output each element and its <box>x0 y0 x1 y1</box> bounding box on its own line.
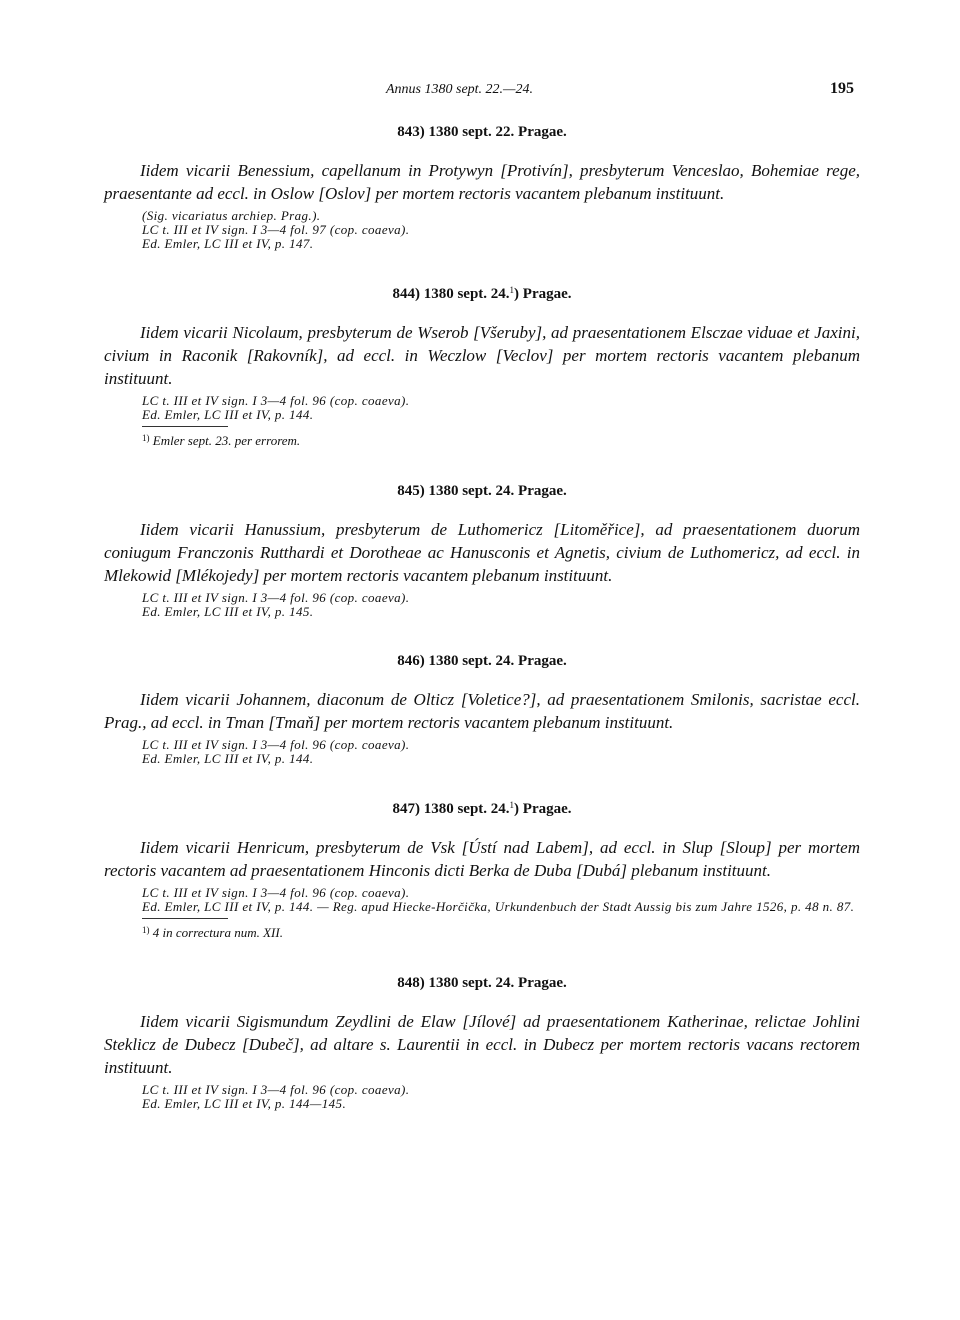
entry-text: Iidem vicarii Henricum, presbyterum de Vsk [Ústí nad Labem], ad eccl. in Slup [Sloup] per mortem rectoris vacantem ad praesentationem Hinconis dicti Berka de Duba [Dubá] plebanum instituunt. <box>104 838 860 880</box>
entry-place: Pragae. <box>518 653 567 669</box>
entry-heading <box>104 124 860 141</box>
footnote-marker: 1 <box>509 285 515 295</box>
entry-text: Iidem vicarii Sigismundum Zeydlini de Elaw [Jílové] ad praesentationem Katherinae, relictae Johlini Steklicz de Dubecz [Dubeč], ad altare s. Laurentii in eccl. in Dubecz per mortem rectoris vacans rectorem instituunt. <box>104 1012 860 1077</box>
entry-846 <box>104 653 860 766</box>
source-line: LC t. III et IV sign. I 3—4 fol. 96 (cop. coaeva). <box>142 590 410 605</box>
entry-text: Iidem vicarii Benessium, capellanum in Protywyn [Protivín], presbyterum Venceslao, Bohemiae rege, praesentante ad eccl. in Oslow [Oslov] per mortem rectoris vacantem plebanum instituunt. <box>104 161 860 203</box>
entry-sources <box>104 886 860 914</box>
source-line: LC t. III et IV sign. I 3—4 fol. 97 (cop. coaeva). <box>142 222 410 237</box>
entry-heading <box>104 483 860 500</box>
footnote <box>142 922 860 941</box>
entry-sources <box>104 591 860 619</box>
source-line: Ed. Emler, LC III et IV, p. 144. <box>142 751 314 766</box>
entries <box>104 124 860 1111</box>
page-number: 195 <box>830 80 854 97</box>
entry-number: 846) <box>397 653 425 669</box>
source-line: Ed. Emler, LC III et IV, p. 144—145. <box>142 1096 347 1111</box>
entry-sources <box>104 1083 860 1111</box>
entry-text: Iidem vicarii Johannem, diaconum de Olticz [Voletice?], ad praesentationem Smilonis, sacristae eccl. Prag., ad eccl. in Tman [Tmaň] per mortem rectoris vacantem plebanum instituunt. <box>104 690 860 732</box>
entry-number: 845) <box>397 483 425 499</box>
source-line: Ed. Emler, LC III et IV, p. 145. <box>142 604 314 619</box>
entry-844 <box>104 285 860 449</box>
entry-date: 1380 sept. 24. <box>428 653 515 669</box>
footnote-rule <box>142 426 228 427</box>
running-head <box>0 82 960 102</box>
entry-date: 1380 sept. 24. <box>423 286 510 302</box>
entry-heading <box>104 975 860 992</box>
source-line: (Sig. vicariatus archiep. Prag.). <box>142 208 321 223</box>
footnote-number: 1) <box>142 433 150 443</box>
entry-848 <box>104 975 860 1111</box>
entry-number: 844) <box>392 286 420 302</box>
entry-847 <box>104 800 860 941</box>
source-line: Ed. Emler, LC III et IV, p. 144. — Reg. apud Hiecke-Horčička, Urkundenbuch der Stadt Aussig bis zum Jahre 1526, p. 48 n. 87. <box>142 899 855 914</box>
entry-sources <box>104 209 860 251</box>
source-line: LC t. III et IV sign. I 3—4 fol. 96 (cop. coaeva). <box>142 737 410 752</box>
source-line: LC t. III et IV sign. I 3—4 fol. 96 (cop. coaeva). <box>142 1082 410 1097</box>
entry-number: 843) <box>397 124 425 140</box>
source-line: Ed. Emler, LC III et IV, p. 144. <box>142 407 314 422</box>
running-title: Annus 1380 sept. 22.—24. <box>386 82 533 97</box>
entry-place: Pragae. <box>522 801 572 817</box>
entry-place: Pragae. <box>518 975 567 991</box>
footnote-text: Emler sept. 23. per errorem. <box>152 433 301 448</box>
entry-843 <box>104 124 860 251</box>
entry-sources <box>104 738 860 766</box>
entry-sources <box>104 394 860 422</box>
entry-number: 847) <box>392 801 420 817</box>
entry-date: 1380 sept. 22. <box>428 124 515 140</box>
source-line: Ed. Emler, LC III et IV, p. 147. <box>142 236 314 251</box>
entry-date: 1380 sept. 24. <box>423 801 510 817</box>
footnote-marker: 1 <box>509 800 515 810</box>
entry-date: 1380 sept. 24. <box>428 975 515 991</box>
source-line: LC t. III et IV sign. I 3—4 fol. 96 (cop. coaeva). <box>142 393 410 408</box>
entry-heading: 844) 1380 sept. 24.$^1$) Pragae. <box>392 285 572 302</box>
entry-place: Pragae. <box>518 483 567 499</box>
footnote-text: 4 in correctura num. XII. <box>152 925 283 940</box>
entry-text: Iidem vicarii Hanussium, presbyterum de Luthomericz [Litoměřice], ad praesentationem duorum coniugum Franczonis Rutthardi et Dorotheae ac Hanusconis et Agnetis, civium de Luthomericz, ad eccl. in Mlekowid [Mlékojedy] per mortem rectoris vacantem plebanum instituunt. <box>104 520 860 585</box>
entry-place: Pragae. <box>518 124 567 140</box>
entry-place: Pragae. <box>522 286 572 302</box>
entry-date: 1380 sept. 24. <box>428 483 515 499</box>
footnote-rule <box>142 918 228 919</box>
footnote <box>142 430 860 449</box>
source-line: LC t. III et IV sign. I 3—4 fol. 96 (cop. coaeva). <box>142 885 410 900</box>
entry-number: 848) <box>397 975 425 991</box>
entry-845 <box>104 483 860 619</box>
entry-heading: 847) 1380 sept. 24.$^1$) Pragae. <box>392 800 572 817</box>
entry-text: Iidem vicarii Nicolaum, presbyterum de Wserob [Všeruby], ad praesentationem Elsczae viduae et Jaxini, civium in Raconik [Rakovník], ad eccl. in Weczlow [Veclov] per mortem rectoris vacantem plebanum instituunt. <box>104 323 860 388</box>
footnote-number: 1) <box>142 925 150 935</box>
entry-heading <box>104 653 860 670</box>
